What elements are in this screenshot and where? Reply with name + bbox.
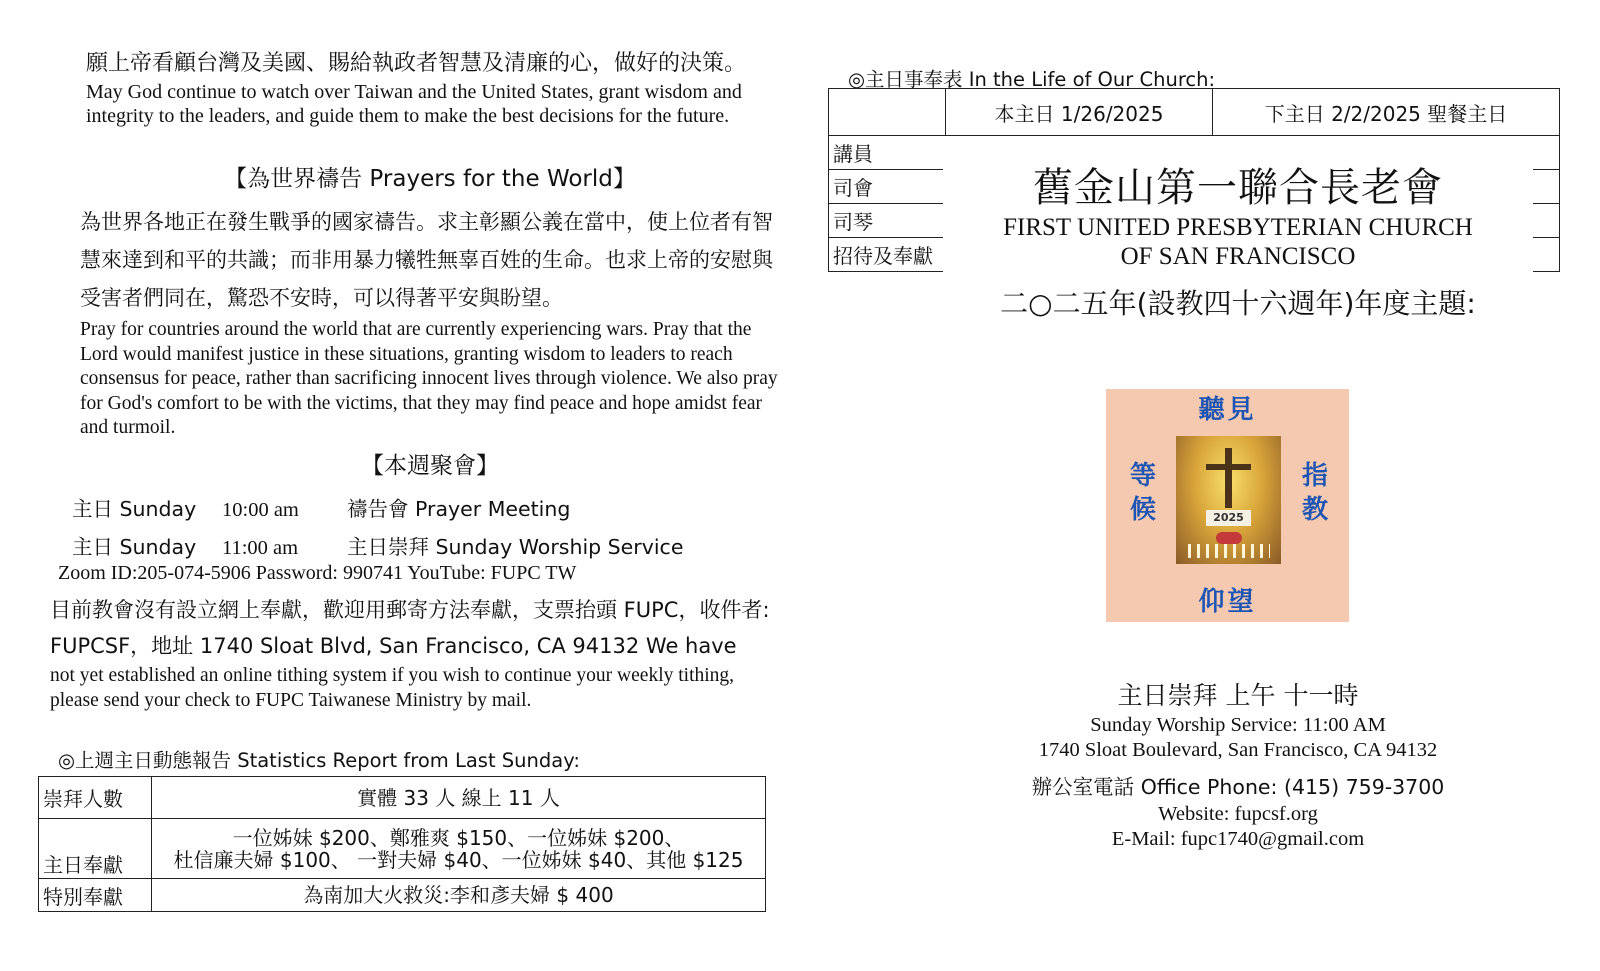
schedule-item xyxy=(72,492,570,522)
stats-label: 崇拜人數 xyxy=(39,777,152,819)
taiwan-prayer-en: May God continue to watch over Taiwan and the United States, grant wisdom and integrity to the leaders, and guide them to make the best decisions for the future. xyxy=(86,81,742,127)
worship-time-en: Sunday Worship Service: 11:00 AM xyxy=(1090,714,1386,736)
schedule-time: 11:00 am xyxy=(222,537,299,559)
duty-table-caption: ◎主日事奉表 In the Life of Our Church: xyxy=(848,68,1216,91)
table-row xyxy=(39,819,766,879)
church-name-zh: 舊金山第一聯合長老會 xyxy=(1033,165,1443,211)
theme-word-top: 聽見 xyxy=(1198,395,1257,425)
duty-role: 司會 xyxy=(829,170,946,204)
email-link[interactable]: E-Mail: fupc1740@gmail.com xyxy=(1111,828,1365,850)
tithing-notice-en: not yet established an online tithing system if you wish to continue your weekly tithing, please send your check to FUPC Taiwanese Ministry by mail. xyxy=(50,665,735,711)
website-link[interactable]: Website: fupcsf.org xyxy=(1158,803,1318,825)
church-name-en-line2: OF SAN FRANCISCO xyxy=(1120,243,1356,270)
schedule-day: 主日 Sunday xyxy=(72,497,197,521)
world-prayer-en: Pray for countries around the world that are currently experiencing wars. Pray that the Lord would manifest justice in these situations, granting wisdom to leaders to reach consensus for peace, rather than sacrificing innocent lives through violence. We also pray for God's comfort to be with the victims, that they may find peace and hope amidst fear and turmoil. xyxy=(80,319,778,438)
world-prayer-heading: 【為世界禱告 Prayers for the World】 xyxy=(224,166,636,192)
schedule-event: 禱告會 Prayer Meeting xyxy=(347,497,571,521)
stats-value: 實體 33 人 線上 11 人 xyxy=(152,777,766,819)
office-phone: 辦公室電話 Office Phone: (415) 759-3700 xyxy=(1031,775,1445,799)
schedule-event: 主日崇拜 Sunday Worship Service xyxy=(347,535,684,559)
cross-icon-bar xyxy=(1206,464,1251,470)
duty-role: 司琴 xyxy=(829,204,946,238)
schedule-item xyxy=(72,530,683,560)
church-address: 1740 Sloat Boulevard, San Francisco, CA 94132 xyxy=(1038,739,1438,761)
statistics-table xyxy=(38,776,766,912)
duty-head-next-week: 下主日 2/2/2025 聖餐主日 xyxy=(1213,89,1560,136)
duty-head-this-week: 本主日 1/26/2025 xyxy=(946,89,1213,136)
annual-theme-title: 二○二五年(設教四十六週年)年度主題: xyxy=(1000,287,1476,320)
duty-role: 講員 xyxy=(829,136,946,170)
zoom-youtube-info: Zoom ID:205-074-5906 Password: 990741 YouTube: FUPC TW xyxy=(58,562,577,584)
duty-head-blank xyxy=(829,89,946,136)
flowers-icon xyxy=(1216,532,1242,544)
weekly-meetings-heading: 【本週聚會】 xyxy=(361,453,499,479)
stats-value-line: 杜信廉夫婦 $100、 一對夫婦 $40、一位姊妹 $40、其他 $125 xyxy=(173,847,744,872)
worship-time-zh: 主日崇拜 上午 十一時 xyxy=(1117,681,1359,710)
stats-value-line: 一位姊妹 $200、鄭雅爽 $150、一位姊妹 $200、 xyxy=(232,825,685,850)
taiwan-prayer-zh: 願上帝看顧台灣及美國、賜給執政者智慧及清廉的心，做好的決策。 xyxy=(86,51,747,76)
year-badge: 2025 xyxy=(1206,510,1251,526)
altar-cross-picture xyxy=(1176,436,1281,564)
tithing-notice-zh: 目前教會沒有設立網上奉獻，歡迎用郵寄方法奉獻，支票抬頭 FUPC，收件者: FUPCSF，地址 1740 Sloat Blvd, San Francisco, CA 94132 We have xyxy=(50,598,770,658)
table-row xyxy=(39,777,766,819)
duty-role: 招待及奉獻 xyxy=(829,238,946,272)
stats-label: 主日奉獻 xyxy=(39,819,152,879)
stats-value: 為南加大火救災:李和彥夫婦 $ 400 xyxy=(152,879,766,912)
table-row xyxy=(829,89,1560,136)
stats-value xyxy=(152,819,766,879)
theme-word-bottom: 仰望 xyxy=(1198,587,1257,617)
world-prayer-zh: 為世界各地正在發生戰爭的國家禱告。求主彰顯公義在當中，使上位者有智慧來達到和平的共識；而非用暴力犧牲無辜百姓的生命。也求上帝的安慰與受害者們同在，驚恐不安時，可以得著平安與盼望。 xyxy=(80,210,773,310)
candles-icon xyxy=(1188,544,1270,558)
church-name-en: FIRST UNITED PRESBYTERIAN CHURCH xyxy=(1003,214,1473,241)
schedule-day: 主日 Sunday xyxy=(72,535,197,559)
schedule-time: 10:00 am xyxy=(222,499,299,521)
stats-caption: ◎上週主日動態報告 Statistics Report from Last Sunday: xyxy=(58,749,580,772)
cross-icon xyxy=(1225,448,1232,508)
theme-word-left: 等候 xyxy=(1129,461,1156,525)
annual-theme-image xyxy=(1106,389,1349,622)
theme-word-right: 指教 xyxy=(1301,461,1328,525)
stats-label: 特別奉獻 xyxy=(39,879,152,912)
table-row xyxy=(39,879,766,912)
